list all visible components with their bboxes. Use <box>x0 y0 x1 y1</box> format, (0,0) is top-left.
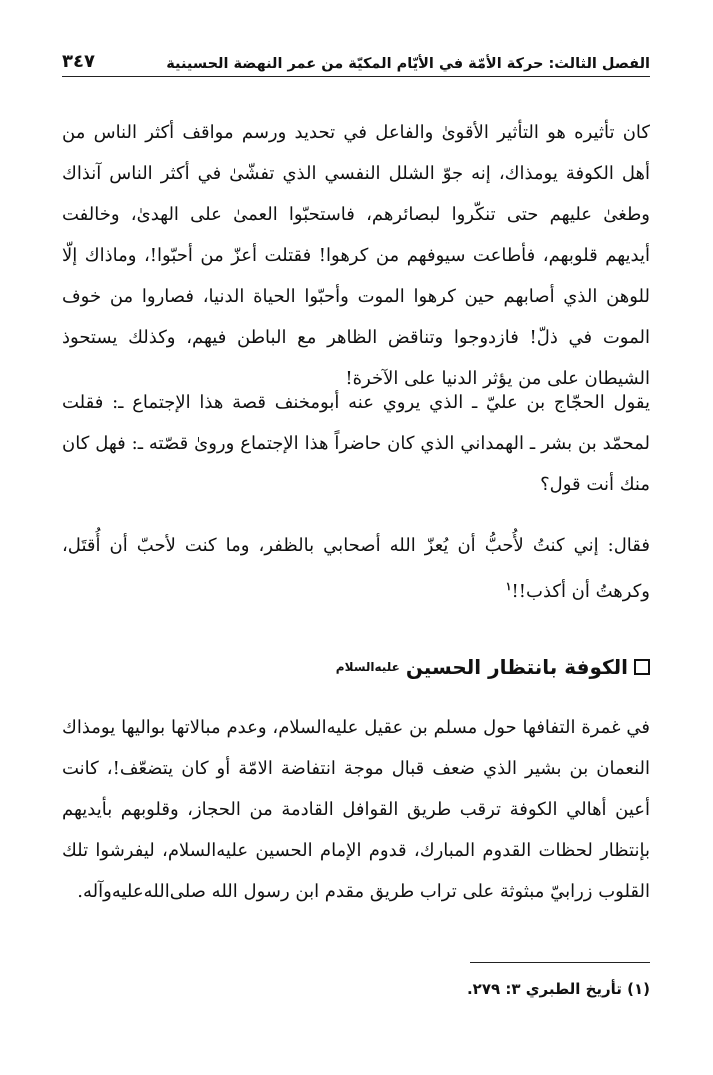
body-paragraph-2: يقول الحجّاج بن عليّ ـ الذي يروي عنه أبومخنف قصة هذا الإجتماع ـ: فقلت لمحمّد بن بشر ـ الهمداني الذي كان حاضراً هذا الإجتماع وروىٰ قصّته ـ: فهل كان منك أنت قول؟ <box>62 392 650 495</box>
running-head <box>62 38 650 77</box>
chapter-title: الفصل الثالث: حركة الأمّة في الأيّام المكيّة من عمر النهضة الحسينية <box>166 56 650 72</box>
quote-text: فقال: إني كنتُ لأُحبُّ أن يُعزّ الله أصحابي بالظفر، وما كنت لأحبّ أن أُقتَل، وكرهتُ أن أكذب!! <box>62 535 650 602</box>
footnote-divider <box>470 962 650 963</box>
square-bullet-icon <box>634 659 650 675</box>
book-page <box>62 0 650 1075</box>
section-heading-text: الكوفة بانتظار الحسين <box>405 655 628 679</box>
footnote-mark: ١ <box>505 580 512 593</box>
body-paragraph-3 <box>62 525 650 612</box>
footnote: (١) تأريخ الطبري ٣: ٢٧٩. <box>466 980 650 998</box>
section-heading <box>336 655 650 679</box>
page-number: ٣٤٧ <box>62 51 95 72</box>
section-paragraph: في غمرة التفافها حول مسلم بن عقيل عليه‌السلام، وعدم مبالاتها بواليها يومذاك النعمان بن بشير الذي ضعف قبال موجة انتفاضة الامّة أو كان يتضعّف!، كانت أعين أهالي الكوفة ترقب طريق القوافل القادمة من الحجاز، وقلوبهم بأيديهم بإنتظار لحظات القدوم المبارك، قدوم الإمام الحسين عليه‌السلام، ليفرشوا تلك القلوب زرابيّ مبثوثة على تراب طريق مقدم ابن رسول الله صلى‌الله‌عليه‌وآله. <box>62 717 650 902</box>
honorific-text: عليه‌السلام <box>335 660 400 674</box>
body-paragraph-1: كان تأثيره هو التأثير الأقوىٰ والفاعل في تحديد ورسم مواقف أكثر الناس من أهل الكوفة يومذاك، إنه جوّ الشلل النفسي الذي تفشّىٰ في أكثر الناس آنذاك وطغىٰ عليهم حتى تنكّروا لبصائرهم، فاستحبّوا العمىٰ على الهدىٰ، وخالفت أيديهم قلوبهم، فأطاعت سيوفهم من كرهوا! فقتلت أعزّ من أحبّوا!، وماذاك إلّا للوهن الذي أصابهم حين كرهوا الموت وأحبّوا الحياة الدنيا، فصاروا من خوف الموت في ذلّ! فازدوجوا وتناقض الظاهر مع الباطن فيهم، وكذلك يستحوذ الشيطان على من يؤثر الدنيا على الآخرة! <box>62 122 650 389</box>
